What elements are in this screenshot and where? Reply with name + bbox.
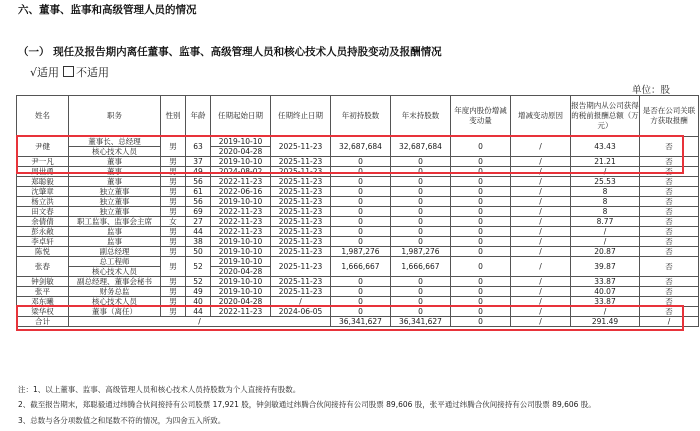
table-cell: 男 <box>161 307 186 317</box>
end-date-cell: 2025-11-23 <box>271 227 331 237</box>
pay-cell: 33.87 <box>571 277 640 287</box>
position-cell: 监事 <box>69 237 161 247</box>
table-cell: / <box>511 157 571 167</box>
table-cell: 男 <box>161 297 186 307</box>
start-date-cell: 2019-10-10 <box>211 197 271 207</box>
position-cell: 财务总监 <box>69 287 161 297</box>
table-cell: 0 <box>391 307 451 317</box>
table-cell: 男 <box>161 257 186 277</box>
pay-cell: / <box>571 227 640 237</box>
pay-cell: 8.77 <box>571 217 640 227</box>
table-cell: 36,341,627 <box>391 317 451 327</box>
pay-cell: 8 <box>571 187 640 197</box>
table-row <box>17 167 699 177</box>
table-cell: 27 <box>186 217 211 227</box>
table-cell: 0 <box>331 217 391 227</box>
table-cell: 男 <box>161 137 186 157</box>
table-cell: 男 <box>161 287 186 297</box>
table-cell: 否 <box>640 177 699 187</box>
end-date-cell: 2025-11-23 <box>271 287 331 297</box>
table-row <box>17 207 699 217</box>
table-cell: / <box>511 297 571 307</box>
table-header <box>17 96 699 137</box>
table-cell: 37 <box>186 157 211 167</box>
table-row <box>17 237 699 247</box>
table-cell: 56 <box>186 177 211 187</box>
table-cell: 44 <box>186 227 211 237</box>
end-date-cell: 2025-11-23 <box>271 217 331 227</box>
position-cell: 独立董事 <box>69 207 161 217</box>
table-cell: 0 <box>451 277 511 287</box>
table-cell: 男 <box>161 237 186 247</box>
table-cell: 0 <box>331 237 391 247</box>
table-cell: / <box>511 277 571 287</box>
table-cell: / <box>511 177 571 187</box>
total-row <box>17 317 699 327</box>
not-applicable-label: 不适用 <box>76 66 110 79</box>
table-cell: 女 <box>161 217 186 227</box>
table-row <box>17 297 699 307</box>
table-cell: 1,666,667 <box>331 257 391 277</box>
table-cell: 否 <box>640 197 699 207</box>
table-cell: 否 <box>640 207 699 217</box>
end-date-cell: 2025-11-23 <box>271 177 331 187</box>
note-2: 2、截至报告期末，郑聪毅通过纬腾合伙间接持有公司股票 17,921 股，钟剑敏通过纬腾合伙间接持有公司股票 89,606 股，张平通过纬腾合伙间接持有公司股票 89,606 股。 <box>18 400 596 409</box>
table-cell: / <box>511 287 571 297</box>
pay-cell: 33.87 <box>571 297 640 307</box>
position-cell: 独立董事 <box>69 187 161 197</box>
applicability-selector <box>30 64 109 80</box>
name-cell: 杨立洪 <box>17 197 69 207</box>
table-cell: / <box>511 197 571 207</box>
column-header: 姓名 <box>17 96 69 137</box>
name-cell: 钟剑敏 <box>17 277 69 287</box>
table-cell: / <box>511 257 571 277</box>
table-cell: 0 <box>331 227 391 237</box>
table-cell: 1,666,667 <box>391 257 451 277</box>
start-date-cell: 2019-10-10 <box>211 247 271 257</box>
table-cell: 男 <box>161 227 186 237</box>
table-cell: 0 <box>391 237 451 247</box>
table-cell: 否 <box>640 297 699 307</box>
table-cell: 50 <box>186 247 211 257</box>
table-cell: / <box>511 227 571 237</box>
table-cell: 1,987,276 <box>331 247 391 257</box>
end-date-cell: 2025-11-23 <box>271 197 331 207</box>
table-cell: 0 <box>451 197 511 207</box>
table-cell: 52 <box>186 257 211 277</box>
table-row <box>17 307 699 317</box>
table-cell: 40 <box>186 297 211 307</box>
total-label: 合计 <box>17 317 69 327</box>
table-cell: 0 <box>391 207 451 217</box>
table-cell: 0 <box>451 187 511 197</box>
table-cell: 否 <box>640 217 699 227</box>
table-cell: 0 <box>451 177 511 187</box>
table-cell: 0 <box>451 317 511 327</box>
table-cell: 0 <box>391 177 451 187</box>
pay-cell: 8 <box>571 197 640 207</box>
table-cell: 0 <box>451 257 511 277</box>
table-cell: 0 <box>451 207 511 217</box>
end-date-cell: 2025-11-23 <box>271 277 331 287</box>
table-cell: 男 <box>161 167 186 177</box>
table-cell: 56 <box>186 197 211 207</box>
applicable-label: 适用 <box>37 66 60 79</box>
position-cell: 副总经理 <box>69 247 161 257</box>
table-row <box>17 247 699 257</box>
name-cell: 李卓轩 <box>17 237 69 247</box>
name-cell: 郑聪毅 <box>17 177 69 187</box>
start-date-cell: 2024-08-02 <box>211 167 271 177</box>
name-cell: 邓东曦 <box>17 297 69 307</box>
table-cell: / <box>511 237 571 247</box>
table-row <box>17 277 699 287</box>
table-cell: 0 <box>391 217 451 227</box>
start-date-cell: 2022-11-23 <box>211 217 271 227</box>
position-cell: 核心技术人员 <box>69 297 161 307</box>
table-cell: 49 <box>186 287 211 297</box>
table-cell: 0 <box>451 157 511 167</box>
table-cell: 0 <box>391 167 451 177</box>
column-header: 性别 <box>161 96 186 137</box>
pay-cell: 43.43 <box>571 137 640 157</box>
table-cell: 否 <box>640 307 699 317</box>
name-cell: 张春 <box>17 257 69 277</box>
table-row <box>17 217 699 227</box>
name-cell: 周世勇 <box>17 167 69 177</box>
end-date-cell: 2025-11-23 <box>271 237 331 247</box>
position-cell: 董事（离任） <box>69 307 161 317</box>
end-date-cell: 2025-11-23 <box>271 257 331 277</box>
start-date-cell: 2019-10-10 <box>211 277 271 287</box>
start-date-cell: 2022-11-23 <box>211 207 271 217</box>
checkbox-empty-icon <box>63 66 74 77</box>
start-date-cell: 2022-11-23 <box>211 227 271 237</box>
start-date-cell: 2022-11-23 <box>211 177 271 187</box>
table-cell: 0 <box>451 307 511 317</box>
start-date-cell: 2019-10-10 <box>211 257 271 267</box>
end-date-cell: 2025-11-23 <box>271 187 331 197</box>
table-body <box>17 137 699 327</box>
table-cell: 0 <box>451 137 511 157</box>
table-cell: 男 <box>161 207 186 217</box>
start-date-cell: 2022-06-16 <box>211 187 271 197</box>
position-cell: 核心技术人员 <box>69 147 161 157</box>
table-cell: 0 <box>331 297 391 307</box>
pay-cell: / <box>571 307 640 317</box>
end-date-cell: / <box>271 297 331 307</box>
table-cell: 69 <box>186 207 211 217</box>
table-cell: 男 <box>161 187 186 197</box>
table-cell: 36,341,627 <box>331 317 391 327</box>
name-cell: 梁华权 <box>17 307 69 317</box>
table-cell: 61 <box>186 187 211 197</box>
table-cell: 0 <box>331 207 391 217</box>
table-cell: / <box>511 187 571 197</box>
table-cell: / <box>511 307 571 317</box>
table-row <box>17 137 699 147</box>
table-row <box>17 257 699 267</box>
subsection-title: （一） 现任及报告期内离任董事、监事、高级管理人员和核心技术人员持股变动及报酬情况 <box>18 46 442 58</box>
table-cell: / <box>511 247 571 257</box>
end-date-cell: 2025-11-23 <box>271 167 331 177</box>
name-cell: 余倩倩 <box>17 217 69 227</box>
table-cell: 否 <box>640 157 699 167</box>
table-cell: 32,687,684 <box>391 137 451 157</box>
table-cell: 0 <box>451 247 511 257</box>
column-header: 任期终止日期 <box>271 96 331 137</box>
table-cell: 否 <box>640 247 699 257</box>
table-cell: 0 <box>451 217 511 227</box>
position-cell: 副总经理、董事会秘书 <box>69 277 161 287</box>
pay-cell: 21.21 <box>571 157 640 167</box>
column-header: 任期起始日期 <box>211 96 271 137</box>
column-header: 报告期内从公司获得的税前报酬总额（万元） <box>571 96 640 137</box>
table-cell: 0 <box>391 277 451 287</box>
table-cell: / <box>511 137 571 157</box>
table-cell: 否 <box>640 187 699 197</box>
table-cell: 否 <box>640 167 699 177</box>
note-3: 3、总数与各分项数值之和尾数不符的情况，为四舍五入所致。 <box>18 416 226 425</box>
table-cell: 否 <box>640 227 699 237</box>
table-row <box>17 227 699 237</box>
table-cell: 男 <box>161 177 186 187</box>
name-cell: 陈悦 <box>17 247 69 257</box>
table-cell: / <box>511 167 571 177</box>
column-header: 是否在公司关联方获取报酬 <box>640 96 699 137</box>
table-cell: 0 <box>331 167 391 177</box>
table-cell: 32,687,684 <box>331 137 391 157</box>
start-date-cell: 2022-11-23 <box>211 307 271 317</box>
table-cell: 0 <box>331 307 391 317</box>
table-cell: 0 <box>331 177 391 187</box>
note-1: 注：1、以上董事、监事、高级管理人员和核心技术人员持股数为个人直接持有股数。 <box>18 385 301 394</box>
table-cell: 0 <box>331 277 391 287</box>
column-header: 年龄 <box>186 96 211 137</box>
table-cell: 否 <box>640 287 699 297</box>
table-cell: 291.49 <box>571 317 640 327</box>
pay-cell: 20.87 <box>571 247 640 257</box>
table-cell: 男 <box>161 197 186 207</box>
table-cell: 0 <box>391 157 451 167</box>
unit-label: 单位：股 <box>632 85 671 96</box>
pay-cell: 39.87 <box>571 257 640 277</box>
position-cell: 董事 <box>69 157 161 167</box>
table-cell: 63 <box>186 137 211 157</box>
start-date-cell: 2019-10-10 <box>211 157 271 167</box>
table-cell: / <box>511 317 571 327</box>
column-header: 年末持股数 <box>391 96 451 137</box>
name-cell: 沈肇章 <box>17 187 69 197</box>
table-cell: 男 <box>161 247 186 257</box>
table-cell: / <box>69 317 331 327</box>
pay-cell: 8 <box>571 207 640 217</box>
section-title: 六、董事、监事和高级管理人员的情况 <box>18 4 197 16</box>
position-cell: 职工监事、监事会主席 <box>69 217 161 227</box>
shareholding-table <box>16 95 699 327</box>
table-cell: 男 <box>161 277 186 287</box>
name-cell: 彭永敞 <box>17 227 69 237</box>
pay-cell: 25.53 <box>571 177 640 187</box>
end-date-cell: 2025-11-23 <box>271 247 331 257</box>
pay-cell: / <box>571 167 640 177</box>
start-date-cell: 2019-10-10 <box>211 237 271 247</box>
name-cell: 田文春 <box>17 207 69 217</box>
table-cell: 0 <box>331 197 391 207</box>
table-row <box>17 157 699 167</box>
table-cell: 0 <box>451 287 511 297</box>
table-row <box>17 177 699 187</box>
table-cell: 0 <box>391 297 451 307</box>
position-cell: 核心技术人员 <box>69 267 161 277</box>
table-cell: 49 <box>186 167 211 177</box>
table-cell: 0 <box>451 167 511 177</box>
table-cell: 0 <box>331 187 391 197</box>
table-cell: 否 <box>640 237 699 247</box>
end-date-cell: 2025-11-23 <box>271 137 331 157</box>
table-cell: 否 <box>640 277 699 287</box>
table-cell: 0 <box>391 287 451 297</box>
table-cell: 38 <box>186 237 211 247</box>
column-header: 增减变动原因 <box>511 96 571 137</box>
table-cell: 否 <box>640 137 699 157</box>
checkmark-icon: √ <box>30 66 38 79</box>
table-cell: 0 <box>451 227 511 237</box>
table-cell: 0 <box>331 157 391 167</box>
start-date-cell: 2020-04-28 <box>211 297 271 307</box>
table-cell: 男 <box>161 157 186 167</box>
table-cell: 0 <box>451 237 511 247</box>
position-cell: 董事 <box>69 177 161 187</box>
table-row <box>17 197 699 207</box>
pay-cell: 40.07 <box>571 287 640 297</box>
table-cell: / <box>511 217 571 227</box>
table-row <box>17 287 699 297</box>
end-date-cell: 2025-11-23 <box>271 207 331 217</box>
start-date-cell: 2019-10-10 <box>211 287 271 297</box>
end-date-cell: 2025-11-23 <box>271 157 331 167</box>
position-cell: 董事 <box>69 167 161 177</box>
name-cell: 尹健 <box>17 137 69 157</box>
end-date-cell: 2024-06-05 <box>271 307 331 317</box>
start-date-cell: 2020-04-28 <box>211 147 271 157</box>
column-header: 年度内股份增减变动量 <box>451 96 511 137</box>
table-cell: / <box>511 207 571 217</box>
position-cell: 董事长、总经理 <box>69 137 161 147</box>
start-date-cell: 2020-04-28 <box>211 267 271 277</box>
position-cell: 监事 <box>69 227 161 237</box>
pay-cell: / <box>571 237 640 247</box>
position-cell: 独立董事 <box>69 197 161 207</box>
column-header: 年初持股数 <box>331 96 391 137</box>
table-cell: 0 <box>391 227 451 237</box>
table-cell: 否 <box>640 257 699 277</box>
table-cell: 0 <box>331 287 391 297</box>
name-cell: 张平 <box>17 287 69 297</box>
position-cell: 总工程师 <box>69 257 161 267</box>
start-date-cell: 2019-10-10 <box>211 137 271 147</box>
table-cell: 0 <box>451 297 511 307</box>
table-cell: 1,987,276 <box>391 247 451 257</box>
table-cell: 52 <box>186 277 211 287</box>
name-cell: 尹一凡 <box>17 157 69 167</box>
table-row <box>17 187 699 197</box>
column-header: 职务 <box>69 96 161 137</box>
table-cell: / <box>640 317 699 327</box>
table-cell: 0 <box>391 197 451 207</box>
table-cell: 44 <box>186 307 211 317</box>
table-cell: 0 <box>391 187 451 197</box>
